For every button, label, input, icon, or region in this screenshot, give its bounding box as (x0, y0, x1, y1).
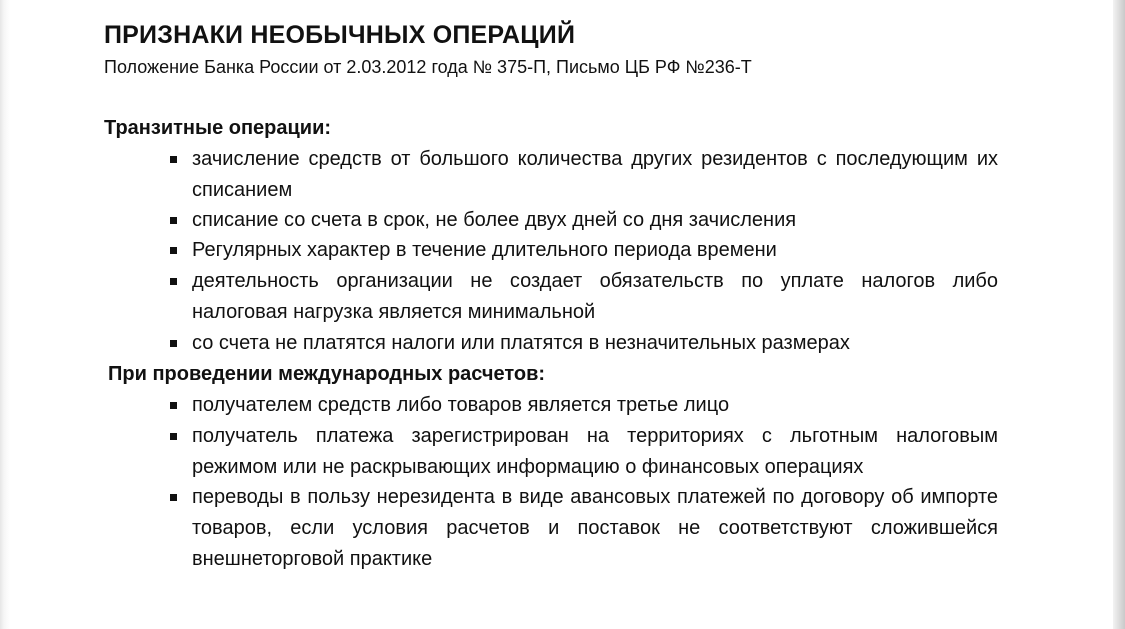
section-heading-transit: Транзитные операции: (104, 117, 332, 139)
section-heading-international: При проведении международных расчетов: (108, 363, 546, 385)
bullet-icon (170, 278, 177, 285)
bullet-icon (170, 402, 177, 409)
document-title: ПРИЗНАКИ НЕОБЫЧНЫХ ОПЕРАЦИЙ (104, 21, 576, 49)
list-item-text: получатель платежа зарегистрирован на территориях с льготным налоговым режимом или не раскрывающих информацию о финансовых операциях (192, 425, 998, 478)
document-subtitle: Положение Банка России от 2.03.2012 года № 375-П, Письмо ЦБ РФ №236-Т (104, 57, 752, 77)
list-item-text: списание со счета в срок, не более двух дней со дня зачисления (192, 209, 797, 231)
list-item-text: получателем средств либо товаров является третье лицо (192, 394, 730, 416)
bullet-icon (170, 247, 177, 254)
list-item-text: переводы в пользу нерезидента в виде авансовых платежей по договору об импорте товаров, если условия расчетов и поставок не соответствуют сложившейся внешнеторговой практике (192, 486, 998, 570)
list-item-text: со счета не платятся налоги или платятся в незначительных размерах (192, 332, 850, 354)
list-item-text: Регулярных характер в течение длительного периода времени (192, 239, 777, 261)
bullet-icon (170, 340, 177, 347)
bullet-icon (170, 217, 177, 224)
list-item-text: деятельность организации не создает обязательств по уплате налогов либо налоговая нагрузка является минимальной (192, 270, 998, 323)
bullet-icon (170, 433, 177, 440)
list-item-text: зачисление средств от большого количества других резидентов с последующим их списанием (192, 148, 998, 201)
bullet-icon (170, 156, 177, 163)
bullet-icon (170, 494, 177, 501)
